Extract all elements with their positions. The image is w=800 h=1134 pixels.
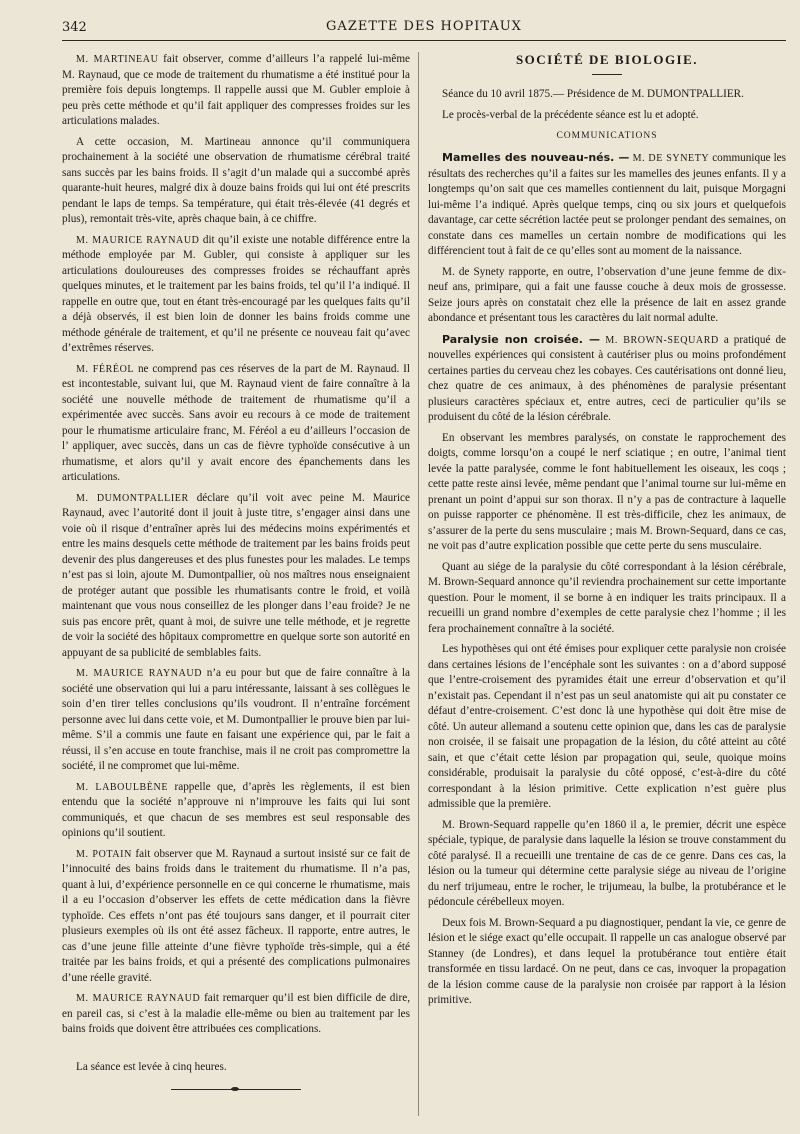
session-closing: La séance est levée à cinq heures. — [76, 1060, 227, 1073]
right-column — [428, 52, 786, 1014]
rubric-heading: Mamelles des nouveau-nés. — — [442, 151, 630, 164]
paragraph — [62, 362, 410, 486]
paragraph — [428, 431, 786, 555]
paragraph-text: M. de Synety rapporte, en outre, l’observation d’une jeune femme de dix-neuf ans, primipare, qui a fait une fausse couche à deux mois de grossesse. Seize jours après on constatait chez elle la présence de lait en assez grande abondance et présentant tous les caractères du lait normal adulte. — [428, 265, 786, 324]
speaker-name: M. MARTINEAU — [76, 54, 159, 65]
paragraph-text: dit qu’il existe une notable différence entre la méthode employée par M. Gubler, qui consiste à appliquer sur les articulations douloureuses des compresses froides se réchauffant après quelques minutes, et le traitement par les bains froids, tel qu’il l’a indiqué. Il rappelle en outre que, tout en étant très-encouragé par les quelques faits qu’il a déjà observés, il est bien loin de donner les bains froids comme une méthode générale de traitement, et qu’il ne présente ce nouveau fait qu’avec d’extrêmes réserves. — [62, 233, 410, 354]
left-column — [62, 52, 410, 1090]
paragraph — [428, 332, 786, 426]
paragraph — [62, 52, 410, 130]
paragraph-text: rappelle que, d’après les règlements, il est bien entendu que la société n’approuve ni n’improuve les faits qui lui sont communiqués, et que chacun de ses membres est seul responsable des opinions qu’il soutient. — [62, 780, 410, 839]
communications-heading: COMMUNICATIONS — [556, 130, 658, 141]
rubric-heading: Paralysie non croisée. — — [442, 332, 601, 346]
speaker-name: M. DUMONTPALLIER — [76, 492, 189, 504]
speaker-name: M. BROWN-SEQUARD — [600, 334, 719, 346]
paragraph-text: ne comprend pas ces réserves de la part de M. Raynaud. Il est incontestable, suivant lui, que M. Raynaud vient de faire connaître à la société une nouvelle méthode de traitement de rhumatisme qu’il a expérimentée avec succès. Sans avoir eu recours à ce mode de traitement pour le rhumatisme articulaire franc, M. Féréol a eu d’ailleurs l’occasion de l’ appliquer, avec succès, dans un cas de fièvre typhoïde consécutive à un rhumatisme, et alors qu’il y avait encore des épanchements dans les articulations. — [62, 362, 410, 483]
speaker-name: M. MAURICE RAYNAUD — [76, 234, 200, 246]
paragraph-text: n’a eu pour but que de faire connaître à la société une observation qui lui a paru intéressante, laissant à ses collègues le soin d’en tirer telles conclusions qu’ils voudront. Il n’entraîne forcément personne avec lui dans cette voie, et M. Dumontpallier le prouve bien par lui-même. S’il a commis une faute en faisant une expérience qui, par le fait a réussi, il s’en accuse en toute franchise, mais il ne croit pas compromettre la société, il ne compromet que lui-même. — [62, 667, 410, 772]
paragraph-text: En observant les membres paralysés, on constate le rapprochement des doigts, comme lorsqu’on a coupé le nerf sciatique ; en outre, l’animal tient levée la patte paralysée, comme le font habituellement les oiseaux, les coqs ; cette patte reste ainsi levée, même pendant que l’animal tourne sur lui-même en prenant un point d’appui sur son thorax. Il n’y a pas de contracture à laquelle on puisse rapporter ce phénomène. Il est très-difficile, chez les animaux, de s’assurer de la perte du sens musculaire ; mais M. Brown-Sequard, dans ce cas, ne voit pas d’autre explication possible que cette perte du sens musculaire. — [428, 431, 786, 552]
session-line: Séance du 10 avril 1875.— Présidence de M. DUMONTPALLIER. — [442, 87, 744, 100]
paragraph — [428, 818, 786, 911]
column-divider — [418, 52, 419, 1116]
paragraph-text: a pratiqué de nouvelles expériences qui consistent à cautériser plus ou moins profondément certaines parties du cerveau chez les cobayes. Ces cautérisations ont donné lieu, chez quatre de ces animaux, à des phénomènes de paralysie présentant plusieurs caractères spéciaux et, entre autres, ceci de particulier qu’ils se produisent du côté de la lésion cérébrale. — [428, 333, 787, 423]
speaker-name: M. POTAIN — [76, 848, 132, 860]
title-rule — [592, 74, 622, 75]
paragraph-text: communique les résultats des recherches qu’il a faites sur les mamelles des jeunes enfants. Il y a longtemps qu’on sait que ces mamelles contiennent du lait, puisque Morgagni lui-même l’a indiqué. Après quelque temps, cinq ou six jours et quelquefois davantage, car cette sécrétion lactée peut se prolonger pendant des semaines, on constate dans ces mamelles un certain nombre de modifications qui les différencient tout à fait de ce qu’elles sont au moment de la naissance. — [428, 152, 786, 257]
paragraph-text: Deux fois M. Brown-Sequard a pu diagnostiquer, pendant la vie, ce genre de lésion et le siége exact qu’elle occupait. Il rappelle un cas analogue observé par Stanney (de Londres), et dans lequel la protubérance tout entière était transformée en tissu lardacé. On ne peut, dans ce cas, invoquer la propagation de la lésion comme cause de la paralysie non croisée par rapport à la lésion primitive. — [428, 916, 786, 1006]
paragraph — [62, 780, 410, 842]
speaker-name: M. LABOULBÈNE — [76, 781, 169, 793]
paragraph — [428, 560, 786, 638]
page-number: 342 — [62, 20, 87, 35]
paragraph — [62, 491, 410, 662]
minutes-line: Le procès-verbal de la précédente séance est lu et adopté. — [442, 109, 699, 121]
paragraph — [62, 233, 410, 357]
paragraph — [428, 265, 786, 327]
paragraph — [62, 991, 410, 1038]
speaker-name: M. MAURICE RAYNAUD — [76, 993, 201, 1004]
speaker-name: M. DE SYNETY — [629, 153, 710, 164]
section-title: SOCIÉTÉ DE BIOLOGIE. — [515, 52, 699, 67]
speaker-name: M. MAURICE RAYNAUD — [76, 668, 203, 679]
paragraph — [428, 916, 786, 1009]
speaker-name: M. FÉRÉOL — [76, 363, 135, 375]
paragraph-text: fait observer que M. Raynaud a surtout insisté sur ce fait de l’innocuité des bains froids dans le traitement du rhumatisme. Il n’a pas, quant à lui, d’expérience personnelle en ce qui concerne le rhumatisme, mais il a eu l’occasion d’observer les effets de cette médication dans la fièvre typhoïde. Ces effets n’ont pas été toujours sans danger, et il pourrait citer plusieurs exemples où ils ont été assez fâcheux. Il rapporte, entre autres, le cas d’une jeune fille atteinte d’une fièvre typhoïde très-simple, qui a été traitée par les bains froids, et qui a présenté des complications pulmonaires d’une réelle gravité. — [62, 847, 411, 984]
paragraph-text: Les hypothèses qui ont été émises pour expliquer cette paralysie non croisée dans certaines lésions de l’encéphale sont les suivantes : on a d’abord supposé que l’entre-croisement des pyramides était une erreur d’observation et qu’il n’existait pas. Cependant il n’est pas un seul anatomiste qui ait pu constater ce défaut d’entre-croisement. C’est donc là une hypothèse qui doit être mise de côté. Un auteur allemand a soutenu cette opinion que, dans les cas de paralysie non croisée, il se faisait une propagation de la lésion, du côté atteint au côté sain, et que c’était cette lésion par propagation qui, seule, quoique moins considérable, produisait la paralysie du côté opposé, c’est-à-dire du côté correspondant à la lésion primitive. Cette explication n’est guère plus admissible que la première. — [428, 643, 786, 810]
paragraph-text: M. Brown-Sequard rappelle qu’en 1860 il a, le premier, décrit une espèce spéciale, typique, de paralysie dans laquelle la lésion se trouve constamment du côté paralysé. Il a recueilli une trentaine de cas de ce genre. Dans ces cas, la lésion ou la tumeur qui détermine cette paralysie siége au niveau de l’origine du nerf trijumeau, entre le rocher, le trijumeau, la bulbe, la protubérance et le pédoncule cérébelleux moyen. — [428, 818, 786, 908]
paragraph — [62, 847, 410, 987]
paragraph-text: A cette occasion, M. Martineau annonce qu’il communiquera prochainement à la société une observation de rhumatisme cérébral traité sans succès par les bains froids. Il s’agit d’un malade qui a succombé après quarante-huit heures, malgré dix à douze bains froids qui lui ont été prescrits pendant le laps de temps. Sa température, qui était très-élevée (41 degrés et plus), remontait très-vite, après chaque bain, à ce chiffre. — [62, 135, 410, 225]
page-header — [62, 18, 786, 41]
end-ornament-rule — [171, 1089, 301, 1090]
paragraph — [428, 150, 786, 260]
paragraph-text: fait observer, comme d’ailleurs l’a rappelé lui-même M. Raynaud, que ce mode de traitement du rhumatisme a été institué pour la première fois depuis longtemps. Il rappelle aussi que M. Gubler emploie à peu près cette méthode et qu’il fait appliquer des compresses froides sur les articulations malades. — [62, 53, 410, 127]
paragraph-text: fait remarquer qu’il est bien difficile de dire, en pareil cas, si c’est à la maladie elle-même ou bien au traitement par les bains froids que doivent être attribuées ces complications. — [62, 992, 410, 1035]
paragraph — [428, 642, 786, 813]
paragraph-text: Quant au siége de la paralysie du côté correspondant à la lésion cérébrale, M. Brown-Sequard annonce qu’il reviendra prochainement sur cette importante question. Pour le moment, il se borne à en indiquer les traits principaux. Il a recueilli un grand nombre d’exemples de cette paralysie chez l’homme ; il les fera prochainement connaître à la société. — [428, 560, 786, 635]
running-head: GAZETTE DES HOPITAUX — [326, 19, 522, 34]
paragraph — [62, 135, 410, 228]
paragraph — [62, 666, 410, 775]
paragraph-text: déclare qu’il voit avec peine M. Maurice Raynaud, avec l’autorité dont il jouit à juste titre, s’engager ainsi dans une voie où il risque d’entraîner après lui des médecins moins expérimentés et entre les mains desquels cette méthode de traitement par les bains froids peut devenir des plus dangereuses et des plus funestes pour les malades. Le temps n’est pas si loin, ajoute M. Dumontpallier, où nos maîtres nous enseignaient de protéger autant que possible les rhumatisants contre le froid, et voilà maintenant que vous nous conseillez de les plonger dans l’eau froide? Je ne suis pas encore prêt, quant à moi, de suivre une telle méthode, et je regrette de voir la société des hôpitaux compromettre en quelque sorte son autorité en appuyant de sa publicité de semblables faits. — [62, 491, 410, 659]
